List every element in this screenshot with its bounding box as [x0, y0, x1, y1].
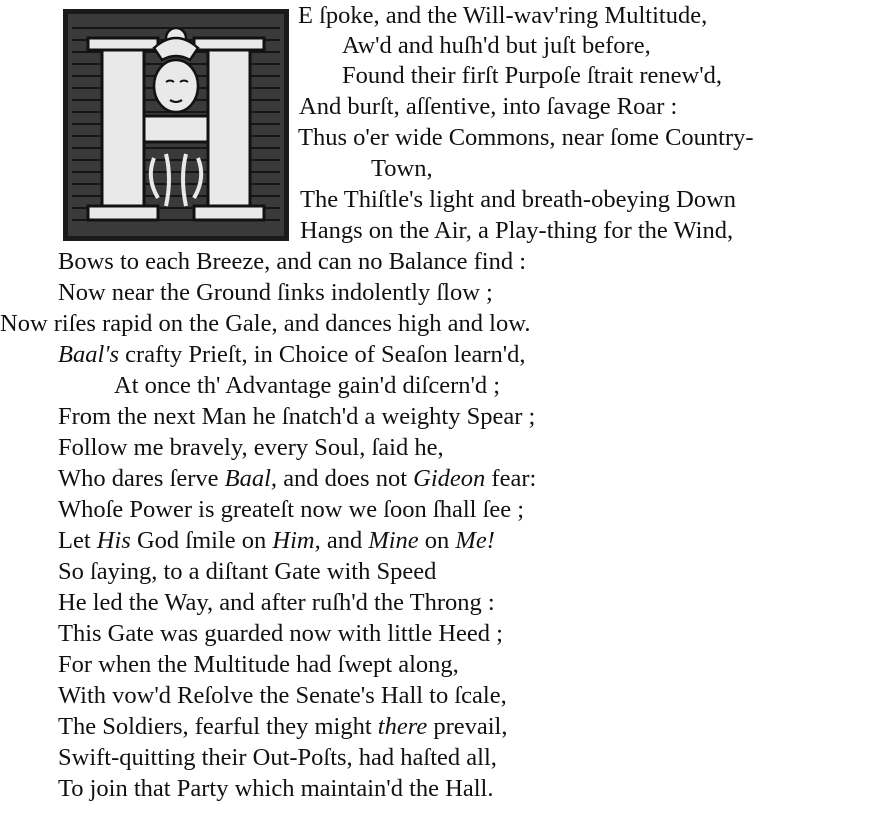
- poem-line-20: He led the Way, and after ruſh'd the Throng :: [58, 589, 495, 616]
- italic-word: there: [377, 713, 428, 740]
- poem-line-15: Follow me bravely, every Soul, ſaid he,: [58, 434, 444, 461]
- poem-line-13: At once th' Advantage gain'd diſcern'd ;: [114, 372, 501, 399]
- poem-line-16: [58, 463, 536, 494]
- poem-line-17: Whoſe Power is greateſt now we ſoon ſhall ſee ;: [58, 496, 525, 523]
- poem-line-22: For when the Multitude had ſwept along,: [58, 651, 459, 678]
- poem-line-12: [58, 339, 526, 370]
- poem-line-1: E ſpoke, and the Will-wav'ring Multitude,: [298, 2, 708, 29]
- poem-line-19: So ſaying, to a diſtant Gate with Speed: [58, 558, 437, 585]
- line-text: Let: [58, 527, 97, 554]
- italic-name: Baal,: [224, 465, 278, 492]
- poem-line-8: Hangs on the Air, a Play-thing for the Wind,: [300, 217, 734, 244]
- poem-line-6: Town,: [371, 155, 433, 182]
- poem-line-23: With vow'd Reſolve the Senate's Hall to ſcale,: [58, 682, 507, 709]
- line-text: The Soldiers, fearful they might: [58, 713, 378, 740]
- italic-word: Him,: [272, 527, 321, 554]
- poem-line-9: Bows to each Breeze, and can no Balance find :: [58, 248, 527, 275]
- poem-line-24: [58, 711, 508, 742]
- decorated-dropcap-h: [62, 8, 290, 242]
- italic-name: Baal's: [58, 341, 120, 368]
- italic-word: Mine: [368, 527, 419, 554]
- poem-line-26: To join that Party which maintain'd the Hall.: [58, 775, 494, 802]
- italic-word: Me!: [455, 527, 495, 554]
- line-text: and: [320, 527, 369, 554]
- poem-line-3: Found their firſt Purpoſe ſtrait renew'd,: [342, 62, 723, 89]
- line-text: crafty Prieſt, in Choice of Seaſon learn'd,: [119, 341, 526, 368]
- line-text: prevail,: [427, 713, 508, 740]
- italic-name: Gideon: [413, 465, 486, 492]
- poem-line-4: And burſt, aſſentive, into ſavage Roar :: [299, 93, 678, 120]
- poem-line-11: Now riſes rapid on the Gale, and dances high and low.: [0, 310, 531, 337]
- poem-line-5: Thus o'er wide Commons, near ſome Country-: [298, 124, 754, 151]
- line-text: Who dares ſerve: [58, 465, 225, 492]
- poem-line-18: [58, 525, 495, 556]
- line-text: and does not: [277, 465, 414, 492]
- italic-word: His: [96, 527, 131, 554]
- poem-line-7: The Thiſtle's light and breath-obeying Down: [300, 186, 737, 213]
- poem-line-21: This Gate was guarded now with little Heed ;: [58, 620, 503, 647]
- poem-line-10: Now near the Ground ſinks indolently ſlow ;: [58, 279, 493, 306]
- line-text: on: [418, 527, 456, 554]
- line-text: God ſmile on: [130, 527, 273, 554]
- poem-line-25: Swift-quitting their Out-Poſts, had haſted all,: [58, 744, 497, 771]
- poem-line-14: From the next Man he ſnatch'd a weighty Spear ;: [58, 403, 536, 430]
- line-text: fear:: [485, 465, 537, 492]
- poem-line-2: Aw'd and huſh'd but juſt before,: [342, 32, 651, 59]
